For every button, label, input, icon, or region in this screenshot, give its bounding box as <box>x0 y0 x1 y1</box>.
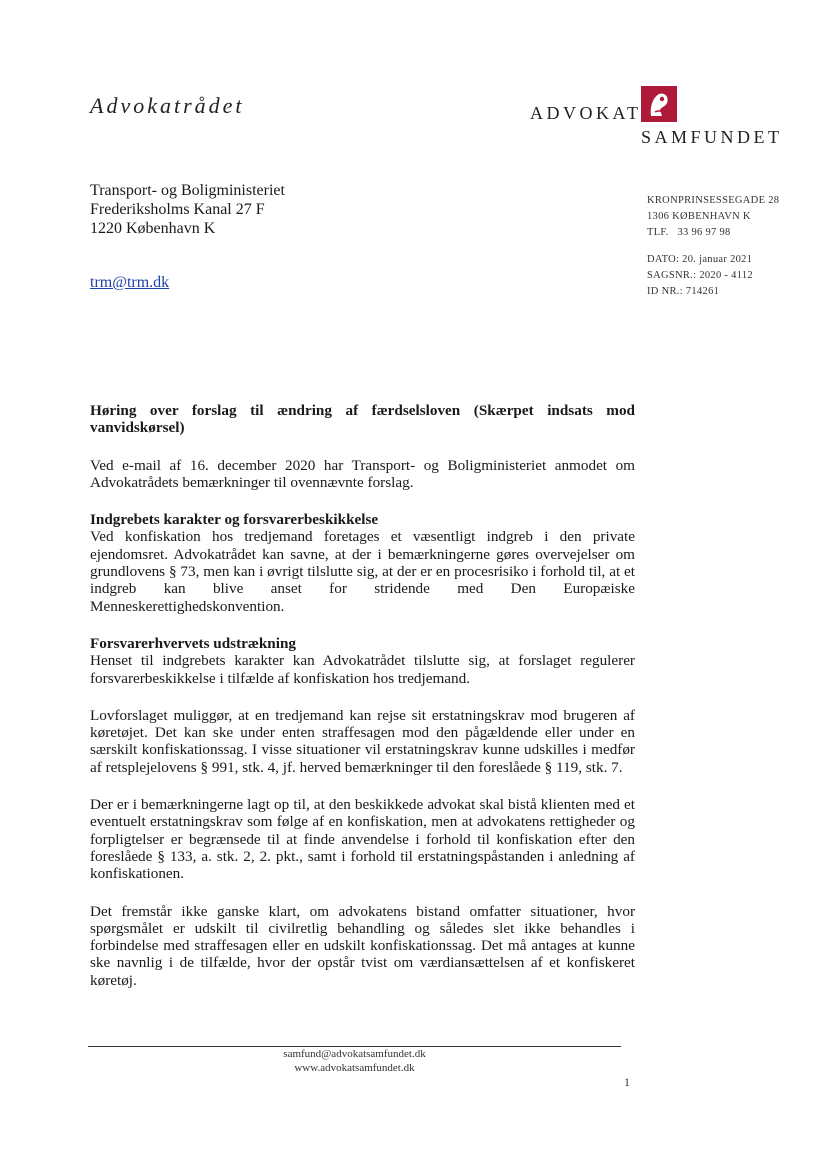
recipient-city: 1220 København K <box>90 220 216 237</box>
id-value: 714261 <box>685 286 720 297</box>
date-label: DATO: <box>647 254 680 265</box>
letter-body <box>90 402 635 989</box>
intro-paragraph: Ved e-mail af 16. december 2020 har Transport- og Boligministeriet anmodet om Advokatrådets bemærkninger til ovennævnte forslag. <box>90 456 635 491</box>
letter-title: Høring over forslag til ændring af færdselsloven (Skærpet indsats mod vanvidskørsel) <box>90 402 635 437</box>
footer-email[interactable]: samfund@advokatsamfundet.dk <box>283 1048 426 1060</box>
brand-name: Advokatrådet <box>90 93 245 118</box>
section1-heading: Indgrebets karakter og forsvarerbeskikkelse <box>90 511 379 529</box>
logo-text-bottom: SAMFUNDET <box>641 127 783 147</box>
sender-address <box>647 193 779 241</box>
phone-value: 33 96 97 98 <box>677 227 731 238</box>
section2-paragraph: Henset til indgrebets karakter kan Advokatrådet tilslutte sig, at forslaget regulerer forsvarerbeskikkelse i tilfælde af konfiskation hos tredjemand. <box>90 652 635 687</box>
page-number: 1 <box>624 1075 630 1089</box>
footer-website[interactable]: www.advokatsamfundet.dk <box>294 1062 415 1074</box>
phone-label: TLF. <box>647 227 669 238</box>
logo-text-top: ADVOKAT <box>530 103 642 123</box>
section1-paragraph: Ved konfiskation hos tredjemand foretages et væsentligt indgreb i den private ejendomsret. Advokatrådet kan savne, at der i bemærkningerne gøres overvejelser om grundlovens § 73, men kan i øvrigt tilslutte sig, at der er en procesrisiko i forhold til, at et indgreb kan blive anset for stridende med Den Europæiske Menneskerettighedskonvention. <box>90 528 635 615</box>
sender-city: 1306 KØBENHAVN K <box>647 211 751 222</box>
section2-heading: Forsvarerhvervets udstrækning <box>90 634 297 652</box>
recipient-email-link[interactable]: trm@trm.dk <box>90 274 170 291</box>
date-value: 20. januar 2021 <box>682 254 753 265</box>
footer <box>88 1047 621 1075</box>
paragraph-3: Lovforslaget muliggør, at en tredjemand kan rejse sit erstatningskrav mod brugeren af køretøjet. Det kan ske under enten straffesagen mod den pågældende eller under en særskilt konfiskationssag. I visse situationer vil erstatningskrav kunne udskilles i medfør af retsplejelovens § 991, stk. 4, jf. herved bemærkninger til den foreslåede § 119, stk. 7. <box>90 706 635 776</box>
case-label: SAGSNR.: <box>647 270 697 281</box>
sender-street: KRONPRINSESSEGADE 28 <box>647 195 780 206</box>
recipient-name: Transport- og Boligministeriet <box>90 182 285 199</box>
recipient-address <box>90 181 285 238</box>
letter-meta <box>647 252 753 300</box>
id-label: ID NR.: <box>647 286 683 297</box>
case-value: 2020 - 4112 <box>699 270 753 281</box>
recipient-street: Frederiksholms Kanal 27 F <box>90 201 265 218</box>
advokatsamfundet-emblem-icon <box>641 86 677 122</box>
paragraph-5: Det fremstår ikke ganske klart, om advokatens bistand omfatter situationer, hvor spørgsmålet er udskilt til civilretlig behandling og således slet ikke behandles i forbindelse med straffesagen eller en udskilt konfiskationssag. Det må antages at kunne ske navnlig i de tilfælde, hvor der opstår tvist om værdiansættelsen af et konfiskeret køretøj. <box>90 902 635 989</box>
date-row <box>647 252 753 268</box>
case-row <box>647 268 753 284</box>
id-row <box>647 284 753 300</box>
paragraph-4: Der er i bemærkningerne lagt op til, at den beskikkede advokat skal bistå klienten med et eventuelt erstatningskrav som følge af en konfiskation, men at advokatens rettigheder og forpligtelser er begrænsede til at finde anvendelse i forhold til konfiskation efter den foreslåede § 133, a. stk. 2, 2. pkt., samt i forhold til erstatningspåstanden i anledning af konfiskationen. <box>90 796 635 883</box>
sender-phone <box>647 225 779 241</box>
